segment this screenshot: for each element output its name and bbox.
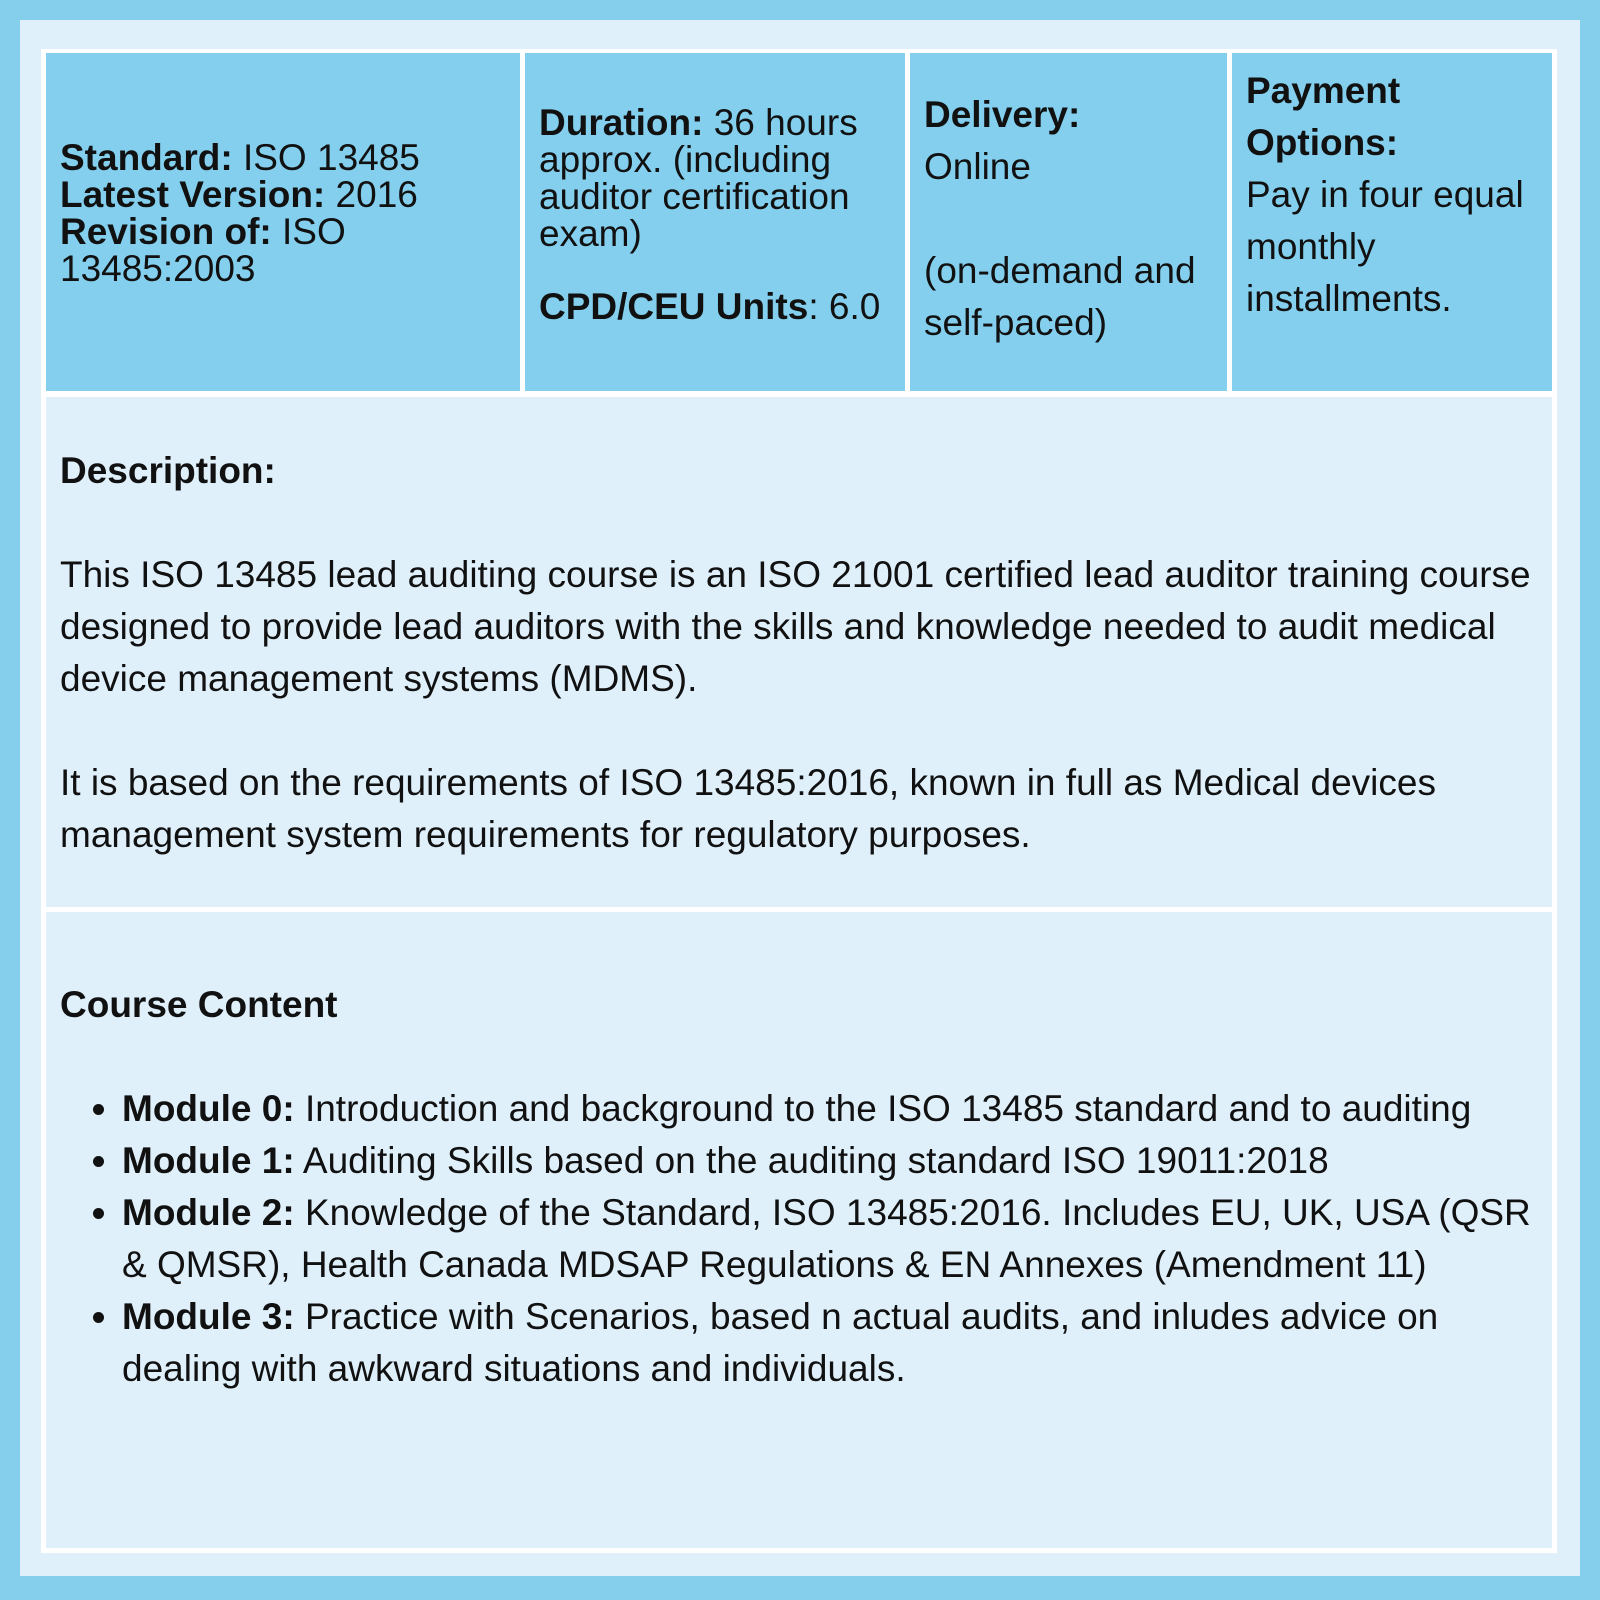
delivery-label: Delivery: bbox=[924, 94, 1081, 135]
module-label: Module 1: bbox=[122, 1140, 295, 1181]
module-label: Module 0: bbox=[122, 1088, 295, 1129]
page-frame bbox=[20, 20, 1580, 1576]
module-label: Module 3: bbox=[122, 1296, 295, 1337]
module-list bbox=[60, 1083, 1538, 1395]
standard-cell bbox=[46, 53, 520, 391]
description-paragraph-1: This ISO 13485 lead auditing course is an ISO 21001 certified lead auditor training course designed to provide lead auditors with the skills and knowledge needed to audit medical device management systems (MDMS). bbox=[60, 554, 1531, 699]
module-item bbox=[122, 1135, 1538, 1187]
description-section bbox=[46, 397, 1552, 907]
payment-label: Payment Options: bbox=[1246, 70, 1401, 163]
duration-value: 36 hours approx. (including auditor certification exam) bbox=[539, 102, 858, 254]
info-table bbox=[41, 49, 1557, 1553]
course-content-section bbox=[46, 912, 1552, 1548]
module-label: Module 2: bbox=[122, 1192, 295, 1233]
description-heading: Description: bbox=[60, 450, 276, 491]
course-content-heading: Course Content bbox=[60, 984, 338, 1025]
cpd-label: CPD/CEU Units bbox=[539, 286, 809, 327]
payment-cell bbox=[1232, 53, 1552, 391]
revision-label: Revision of: bbox=[60, 211, 272, 252]
version-value: 2016 bbox=[325, 174, 418, 215]
delivery-cell bbox=[910, 53, 1227, 391]
module-item bbox=[122, 1187, 1538, 1291]
module-text: Knowledge of the Standard, ISO 13485:2016. Includes EU, UK, USA (QSR & QMSR), Health Canada MDSAP Regulations & EN Annexes (Amendment 11) bbox=[122, 1192, 1531, 1285]
cpd-value: : 6.0 bbox=[808, 286, 881, 327]
revision-value: ISO 13485:2003 bbox=[60, 211, 346, 289]
module-text: Practice with Scenarios, based n actual audits, and inludes advice on dealing with awkward situations and individuals. bbox=[122, 1296, 1439, 1389]
standard-value: ISO 13485 bbox=[232, 137, 420, 178]
module-item bbox=[122, 1083, 1538, 1135]
description-paragraph-2: It is based on the requirements of ISO 13485:2016, known in full as Medical devices management system requirements for regulatory purposes. bbox=[60, 762, 1436, 855]
version-label: Latest Version: bbox=[60, 174, 326, 215]
standard-label: Standard: bbox=[60, 137, 233, 178]
payment-value: Pay in four equal monthly installments. bbox=[1246, 174, 1524, 319]
duration-cell bbox=[525, 53, 905, 391]
delivery-note: (on-demand and self-paced) bbox=[924, 250, 1196, 343]
delivery-value: Online bbox=[924, 146, 1031, 187]
module-text: Introduction and background to the ISO 13485 standard and to auditing bbox=[294, 1088, 1472, 1129]
duration-label: Duration: bbox=[539, 102, 704, 143]
module-item bbox=[122, 1291, 1538, 1395]
module-text: Auditing Skills based on the auditing standard ISO 19011:2018 bbox=[294, 1140, 1329, 1181]
